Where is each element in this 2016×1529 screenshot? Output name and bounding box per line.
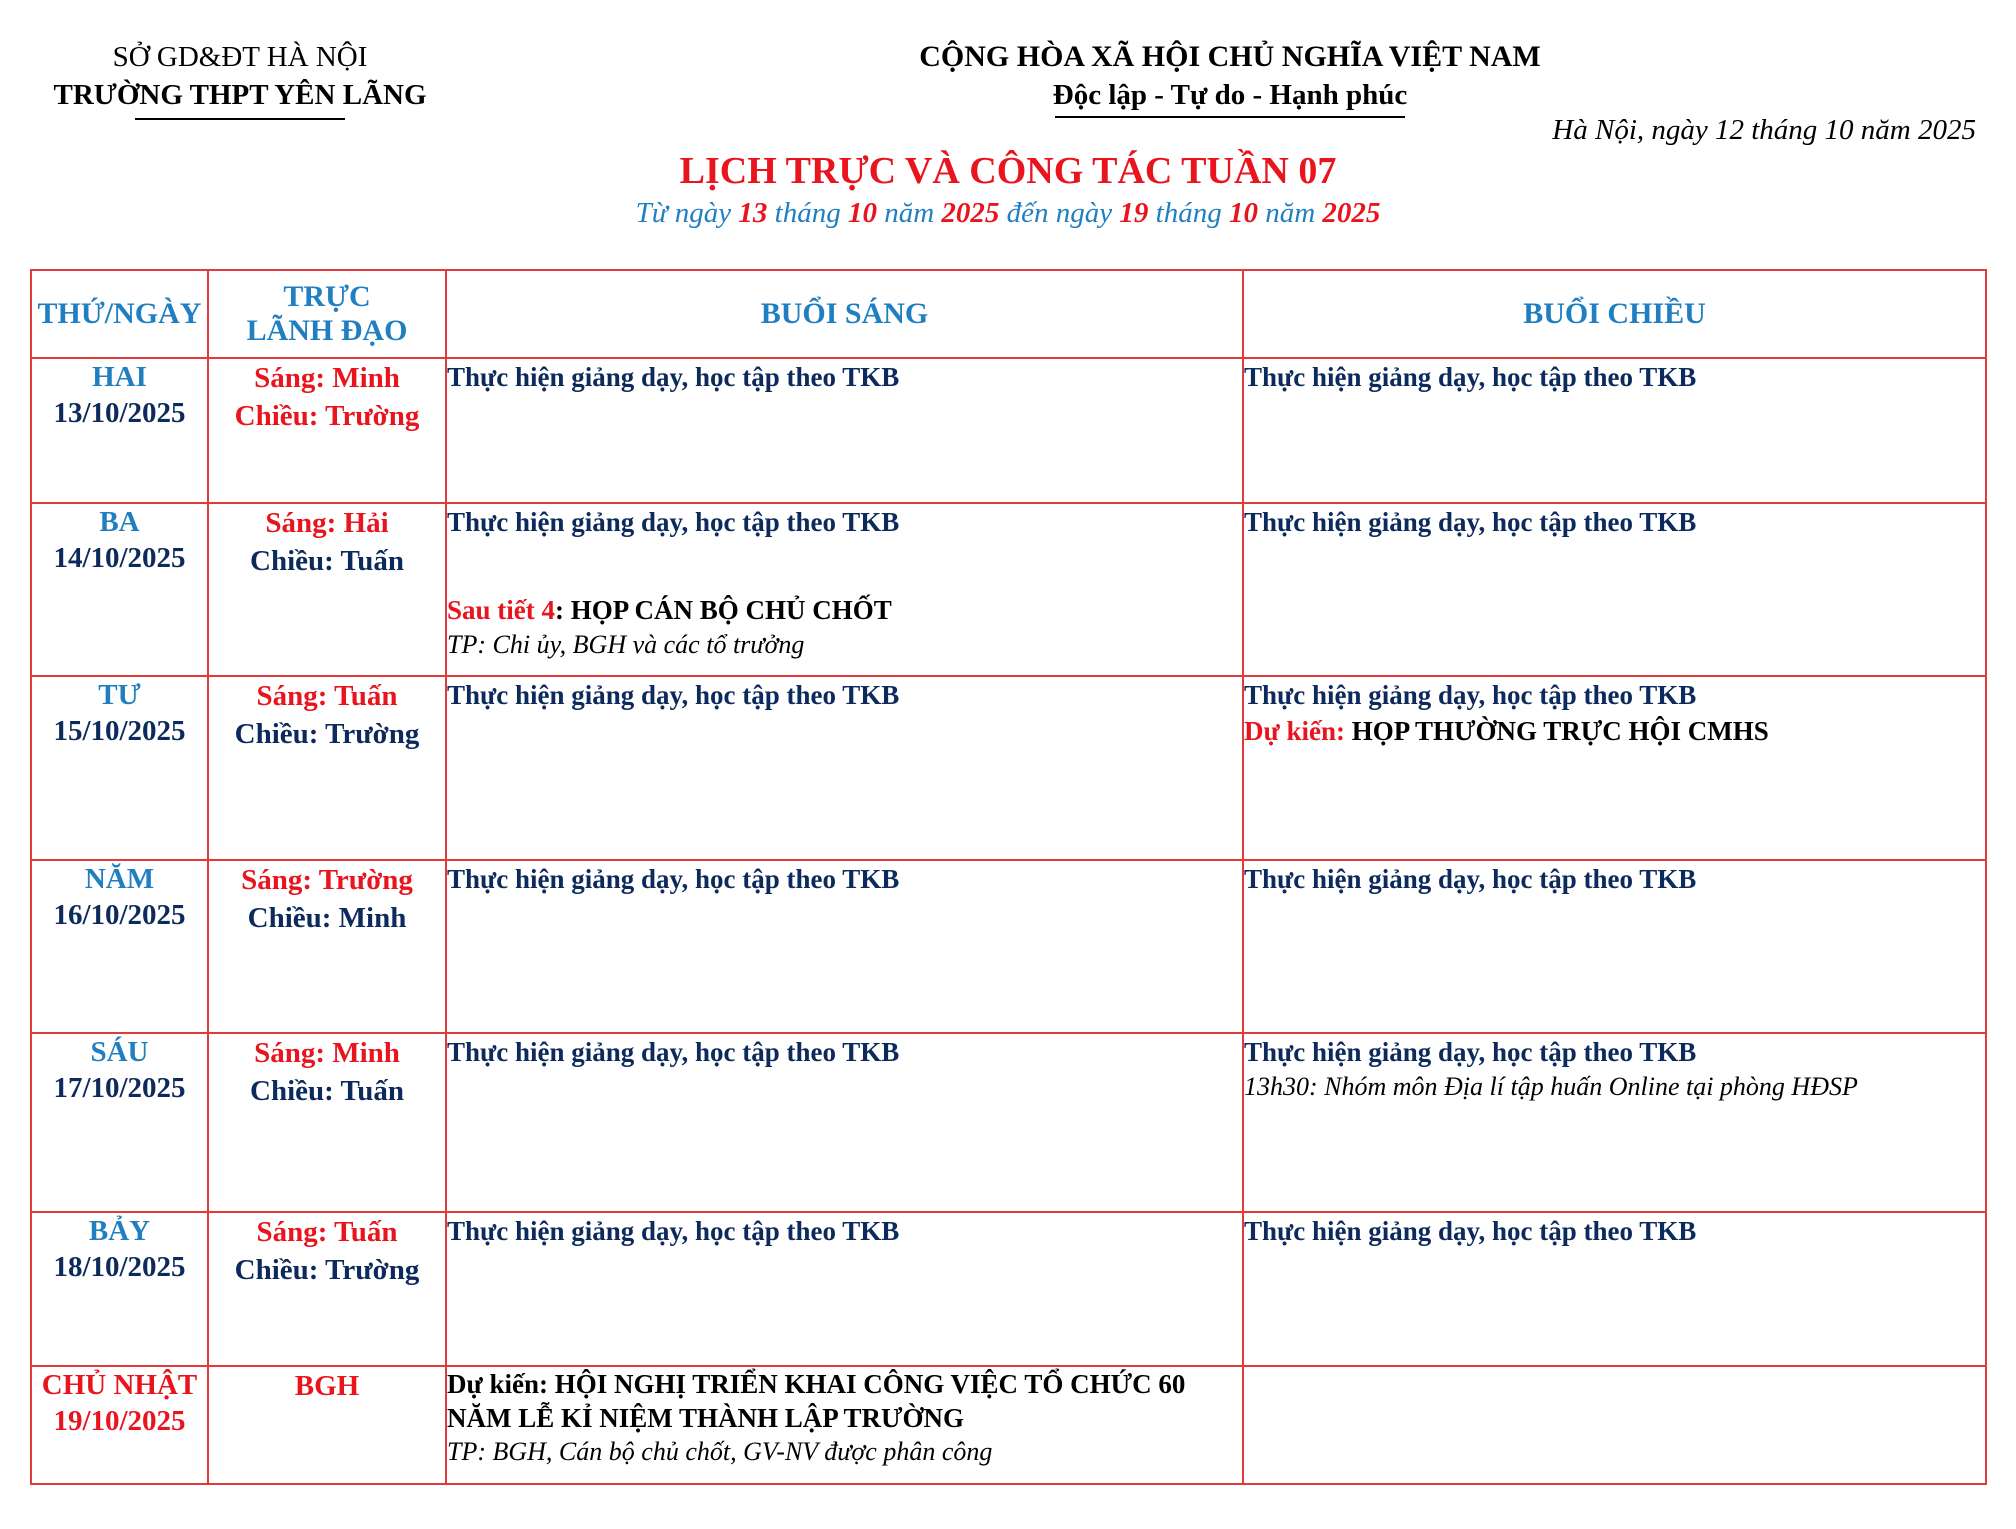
day-date: 17/10/2025 [53, 1072, 186, 1104]
lead-morning: Sáng: Tuấn [256, 680, 398, 712]
afternoon-cell [1243, 1033, 1986, 1212]
meeting-tag: Dự kiến: [1244, 716, 1345, 746]
range-from-label: Từ ngày [635, 197, 732, 229]
range-to-month: 10 [1228, 197, 1258, 229]
lead-cell [208, 1033, 446, 1212]
day-cell [31, 676, 208, 860]
lead-morning: Sáng: Hải [265, 507, 389, 539]
morning-activity: Thực hiện giảng dạy, học tập theo TKB [447, 507, 900, 537]
range-month-label: tháng [774, 197, 841, 229]
lead-morning: Sáng: Minh [254, 1037, 400, 1069]
header-underline [135, 118, 345, 120]
lead-cell [208, 503, 446, 676]
day-name: SÁU [90, 1036, 149, 1068]
morning-cell [446, 503, 1243, 676]
day-name: BA [99, 506, 140, 538]
afternoon-activity: Thực hiện giảng dạy, học tập theo TKB [1244, 362, 1697, 392]
afternoon-activity: Thực hiện giảng dạy, học tập theo TKB [1244, 1216, 1697, 1246]
nation-motto: Độc lập - Tự do - Hạnh phúc [1052, 79, 1408, 111]
schedule-table [30, 269, 1987, 1485]
range-month-label-2: tháng [1155, 197, 1222, 229]
col-header-lead-line1: TRỰC [283, 280, 371, 313]
morning-meeting [447, 592, 1242, 628]
col-header-day: THỨ/NGÀY [31, 270, 208, 358]
morning-cell [446, 1366, 1243, 1484]
lead-afternoon: Chiều: Minh [247, 902, 407, 934]
org-school: TRƯỜNG THPT YÊN LÃNG [53, 79, 427, 111]
meeting-title: : HỌP CÁN BỘ CHỦ CHỐT [555, 595, 892, 625]
lead-cell [208, 676, 446, 860]
table-row [31, 860, 1986, 1033]
lead-afternoon: Chiều: Trường [234, 718, 420, 750]
table-header-row [31, 270, 1986, 358]
table-row [31, 1366, 1986, 1484]
col-header-lead-line2: LÃNH ĐẠO [246, 314, 408, 347]
day-cell [31, 503, 208, 676]
morning-activity: Thực hiện giảng dạy, học tập theo TKB [447, 1216, 900, 1246]
day-date: 14/10/2025 [53, 542, 186, 574]
afternoon-meeting [1244, 713, 1985, 749]
table-row [31, 676, 1986, 860]
col-header-morning: BUỔI SÁNG [446, 270, 1243, 358]
day-name: CHỦ NHẬT [41, 1369, 198, 1401]
afternoon-cell [1243, 358, 1986, 503]
day-name: TƯ [98, 679, 141, 711]
morning-cell [446, 1033, 1243, 1212]
morning-activity: Thực hiện giảng dạy, học tập theo TKB [447, 864, 900, 894]
event-tag: Dự kiến: [447, 1369, 548, 1399]
range-to-year: 2025 [1322, 197, 1381, 229]
range-to-day: 19 [1119, 197, 1149, 229]
lead-cell [208, 1212, 446, 1366]
table-row [31, 358, 1986, 503]
afternoon-cell [1243, 1366, 1986, 1484]
lead-morning: Sáng: Tuấn [256, 1216, 398, 1248]
lead-board: BGH [294, 1370, 360, 1402]
afternoon-cell [1243, 1212, 1986, 1366]
lead-morning: Sáng: Minh [254, 362, 400, 394]
day-date: 18/10/2025 [53, 1251, 186, 1283]
lead-cell [208, 860, 446, 1033]
day-date: 13/10/2025 [53, 397, 186, 429]
day-cell [31, 1033, 208, 1212]
org-parent: SỞ GD&ĐT HÀ NỘI [112, 41, 368, 73]
col-header-lead [208, 270, 446, 358]
sunday-event [447, 1367, 1242, 1435]
morning-cell [446, 358, 1243, 503]
meeting-title: HỌP THƯỜNG TRỰC HỘI CMHS [1344, 716, 1769, 746]
day-cell [31, 1366, 208, 1484]
morning-participants: TP: Chi ủy, BGH và các tổ trưởng [447, 630, 805, 659]
range-year-label-2: năm [1265, 197, 1316, 229]
lead-afternoon: Chiều: Trường [234, 400, 420, 432]
afternoon-activity: Thực hiện giảng dạy, học tập theo TKB [1244, 1037, 1697, 1067]
day-date: 15/10/2025 [53, 715, 186, 747]
afternoon-cell [1243, 676, 1986, 860]
day-cell [31, 1212, 208, 1366]
table-row [31, 503, 1986, 676]
range-from-year: 2025 [941, 197, 1000, 229]
event-participants: TP: BGH, Cán bộ chủ chốt, GV-NV được phân công [447, 1437, 993, 1466]
lead-morning: Sáng: Trường [241, 864, 413, 896]
day-date: 19/10/2025 [53, 1405, 186, 1437]
afternoon-note: 13h30: Nhóm môn Địa lí tập huấn Online tại phòng HĐSP [1244, 1072, 1858, 1101]
lead-afternoon: Chiều: Tuấn [250, 1075, 404, 1107]
morning-activity: Thực hiện giảng dạy, học tập theo TKB [447, 362, 900, 392]
range-year-label: năm [884, 197, 935, 229]
lead-afternoon: Chiều: Trường [234, 1254, 420, 1286]
day-name: NĂM [84, 863, 155, 895]
page-title: LỊCH TRỰC VÀ CÔNG TÁC TUẦN 07 [679, 150, 1337, 192]
day-cell [31, 860, 208, 1033]
morning-cell [446, 1212, 1243, 1366]
range-from-day: 13 [738, 197, 768, 229]
morning-cell [446, 676, 1243, 860]
table-row [31, 1212, 1986, 1366]
day-name: HAI [92, 361, 147, 393]
morning-activity: Thực hiện giảng dạy, học tập theo TKB [447, 1037, 900, 1067]
event-title: HỘI NGHỊ TRIỂN KHAI CÔNG VIỆC TỔ CHỨC 60 NĂM LỄ KỈ NIỆM THÀNH LẬP TRƯỜNG [447, 1369, 1186, 1433]
place-date: Hà Nội, ngày 12 tháng 10 năm 2025 [1552, 114, 1976, 146]
lead-cell [208, 358, 446, 503]
afternoon-activity: Thực hiện giảng dạy, học tập theo TKB [1244, 507, 1697, 537]
col-header-afternoon: BUỔI CHIỀU [1243, 270, 1986, 358]
afternoon-cell [1243, 503, 1986, 676]
date-range [0, 194, 2016, 232]
motto-underline [1055, 116, 1405, 118]
morning-activity: Thực hiện giảng dạy, học tập theo TKB [447, 680, 900, 710]
lead-afternoon: Chiều: Tuấn [250, 545, 404, 577]
school-header [20, 38, 460, 120]
meeting-time: Sau tiết 4 [447, 595, 555, 625]
table-row [31, 1033, 1986, 1212]
afternoon-cell [1243, 860, 1986, 1033]
nation-name: CỘNG HÒA XÃ HỘI CHỦ NGHĨA VIỆT NAM [919, 40, 1541, 73]
afternoon-activity: Thực hiện giảng dạy, học tập theo TKB [1244, 680, 1697, 710]
day-cell [31, 358, 208, 503]
lead-cell [208, 1366, 446, 1484]
range-to-label: đến ngày [1006, 197, 1113, 229]
morning-cell [446, 860, 1243, 1033]
afternoon-activity: Thực hiện giảng dạy, học tập theo TKB [1244, 864, 1697, 894]
nation-header [840, 38, 1620, 118]
range-from-month: 10 [847, 197, 877, 229]
day-date: 16/10/2025 [53, 899, 186, 931]
day-name: BẢY [88, 1215, 151, 1247]
